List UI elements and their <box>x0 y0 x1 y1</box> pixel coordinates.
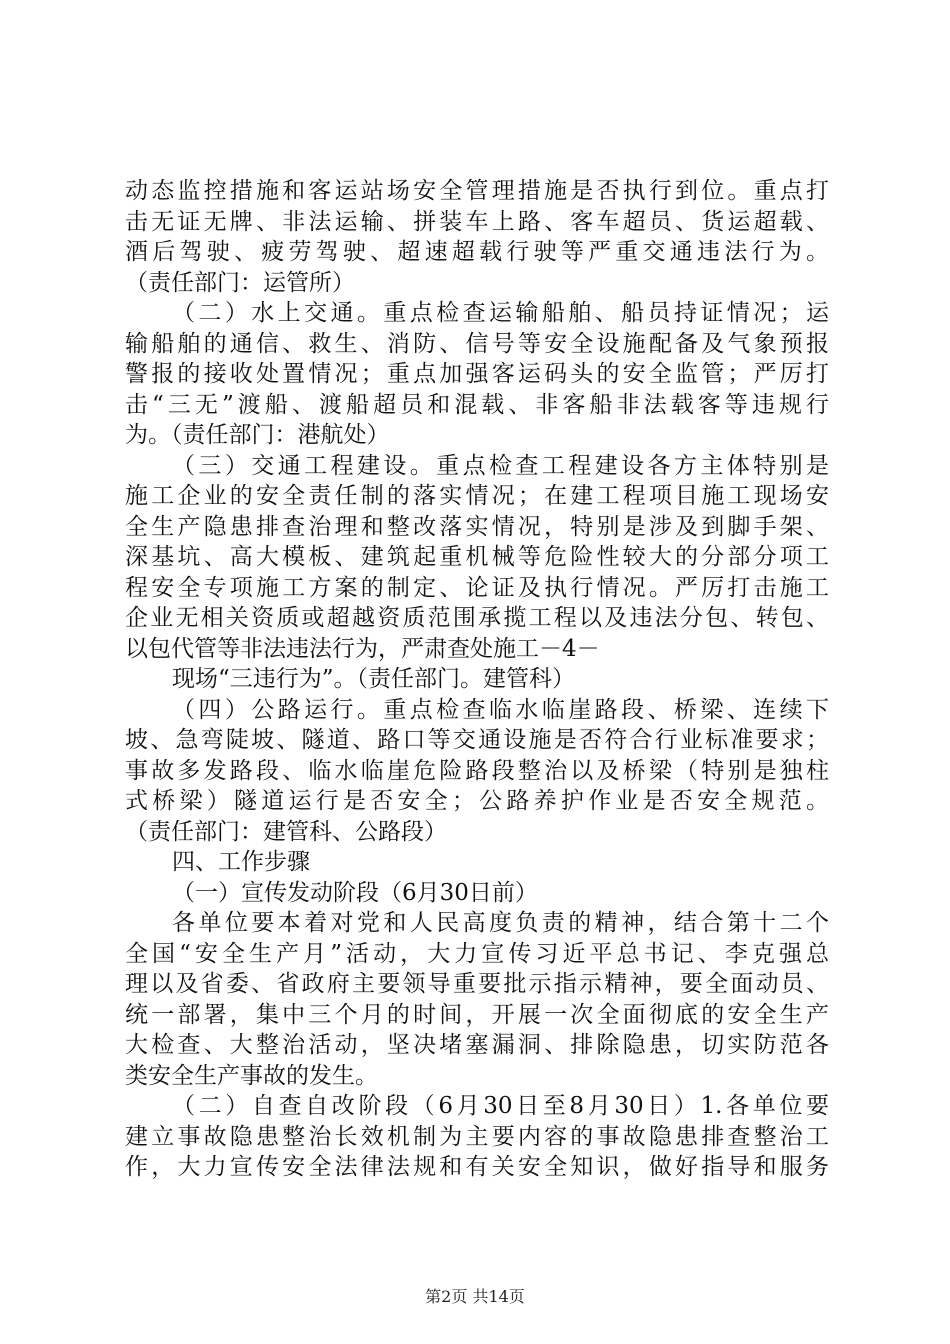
text-line: （二）水上交通。重点检查运输船舶、船员持证情况；运 <box>172 300 829 326</box>
text-line: 四、工作步骤 <box>172 849 310 875</box>
text-line: 警报的接收处置情况；重点加强客运码头的安全监管；严厉打 <box>125 361 829 387</box>
text-line: 各单位要本着对党和人民高度负责的精神，结合第十二个 <box>172 910 829 936</box>
document-body <box>125 176 829 1183</box>
text-line: 以包代管等非法违法行为，严肃查处施工－4－ <box>125 635 600 662</box>
text-line: （四）公路运行。重点检查临水临崖路段、桥梁、连续下 <box>172 696 829 723</box>
text-line: 击无证无牌、非法运输、拼装车上路、客车超员、货运超载、 <box>125 208 829 235</box>
text-line: 建立事故隐患整治长效机制为主要内容的事故隐患排查整治工 <box>125 1123 829 1150</box>
text-line: 全生产隐患排查治理和整改落实情况，特别是涉及到脚手架、 <box>125 513 829 540</box>
text-line: 企业无相关资质或超越资质范围承揽工程以及违法分包、转包、 <box>125 605 829 631</box>
text-line: 作，大力宣传安全法律法规和有关安全知识，做好指导和服务 <box>125 1154 829 1180</box>
text-line: 大检查、大整治活动，坚决堵塞漏洞、排除隐患，切实防范各 <box>125 1032 829 1058</box>
text-line: 程安全专项施工方案的制定、论证及执行情况。严厉打击施工 <box>125 574 829 601</box>
text-line: （责任部门：运管所） <box>125 269 355 296</box>
text-line: 统一部署，集中三个月的时间，开展一次全面彻底的安全生产 <box>125 1001 829 1028</box>
text-line: （一）宣传发动阶段（6月30日前） <box>172 879 538 906</box>
text-line: （三）交通工程建设。重点检查工程建设各方主体特别是 <box>172 452 829 479</box>
text-line: 坡、急弯陡坡、隧道、路口等交通设施是否符合行业标准要求； <box>125 727 829 753</box>
text-line: 酒后驾驶、疲劳驾驶、超速超载行驶等严重交通违法行为。 <box>125 239 829 265</box>
text-line: 式桥梁）隧道运行是否安全；公路养护作业是否安全规范。 <box>125 788 829 814</box>
text-line: （责任部门：建管科、公路段） <box>125 818 447 845</box>
text-line: 现场“三违行为”。（责任部门。建管科） <box>172 666 576 692</box>
text-line: 事故多发路段、临水临崖危险路段整治以及桥梁（特别是独柱 <box>125 757 829 784</box>
text-line: 击“三无”渡船、渡船超员和混载、非客船非法载客等违规行 <box>125 391 829 418</box>
text-line: 为。（责任部门：港航处） <box>125 422 390 448</box>
text-line: 深基坑、高大模板、建筑起重机械等危险性较大的分部分项工 <box>125 544 829 570</box>
text-line: 理以及省委、省政府主要领导重要批示指示精神，要全面动员、 <box>125 971 829 997</box>
text-line: 施工企业的安全责任制的落实情况；在建工程项目施工现场安 <box>125 483 829 509</box>
text-line: （二）自查自改阶段（6月30日至8月30日）1.各单位要 <box>172 1093 829 1119</box>
text-line: 类安全生产事故的发生。 <box>125 1062 378 1089</box>
text-line: 输船舶的通信、救生、消防、信号等安全设施配备及气象预报 <box>125 330 829 357</box>
text-line: 全国“安全生产月”活动，大力宣传习近平总书记、李克强总 <box>125 940 829 967</box>
text-line: 动态监控措施和客运站场安全管理措施是否执行到位。重点打 <box>125 178 829 204</box>
page-footer: 第2页 共14页 <box>425 1287 525 1306</box>
